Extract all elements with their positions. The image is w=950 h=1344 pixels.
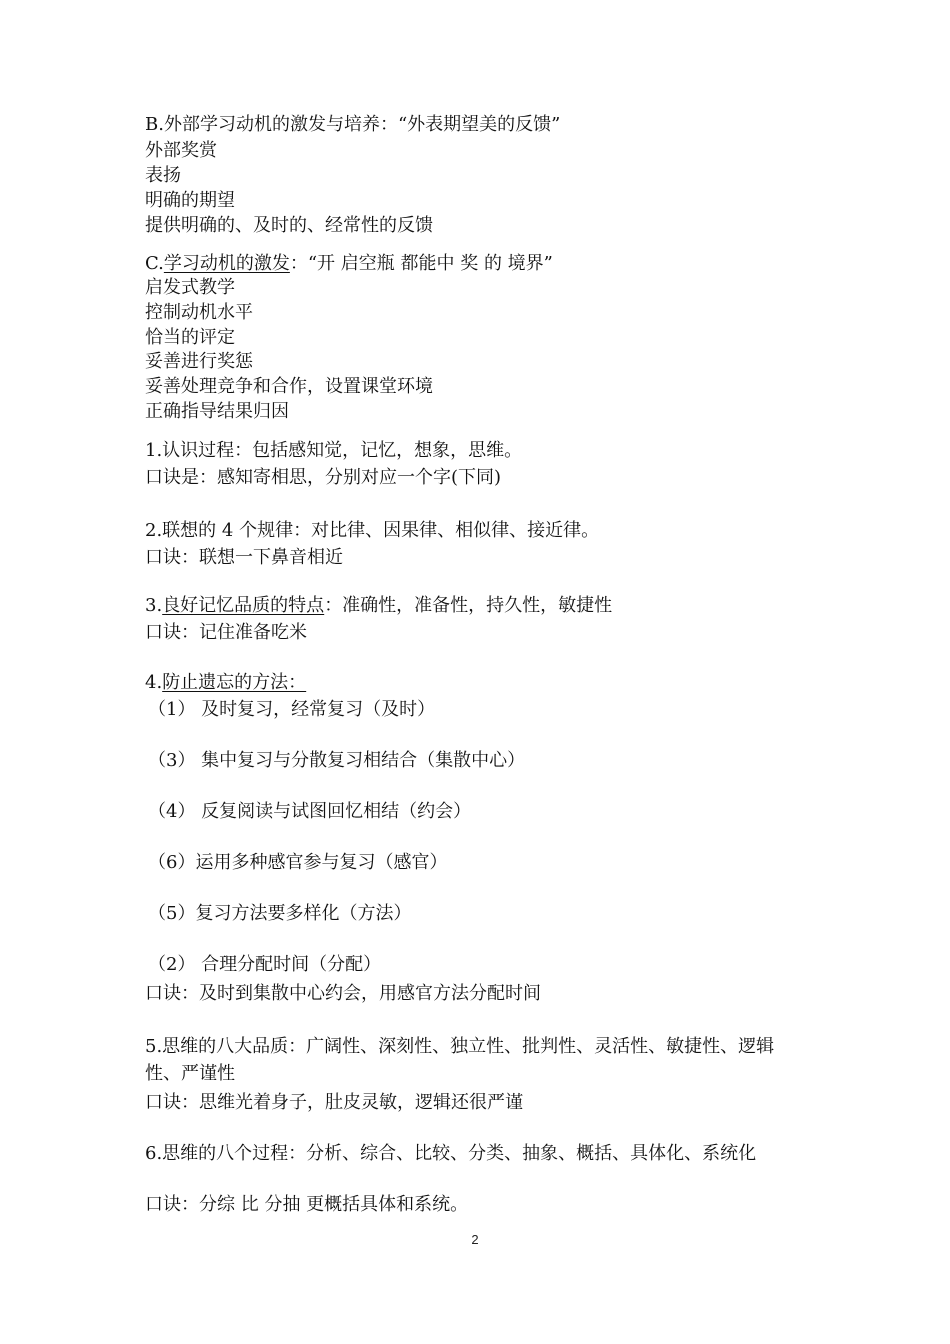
item-1-title: 1.认识过程：包括感知觉，记忆，想象，思维。 [145,440,523,461]
item-3-mnemonic: 口诀：记住准备吃米 [145,622,307,643]
item-4-underlined-title: 防止遗忘的方法： [162,672,307,693]
item-4-mnemonic: 口诀：及时到集散中心约会，用感官方法分配时间 [145,983,541,1004]
section-c-item: 恰当的评定 [145,327,235,348]
section-c-prefix: C. [145,253,164,274]
item-2-title: 2.联想的 4 个规律：对比律、因果律、相似律、接近律。 [145,520,600,541]
item-3-prefix: 3. [145,595,163,616]
item-4-method: （1） 及时复习，经常复习（及时） [148,699,436,720]
item-5-title-line-1: 5.思维的八大品质：广阔性、深刻性、独立性、批判性、灵活性、敏捷性、逻辑 [145,1036,775,1057]
item-2-mnemonic: 口诀：联想一下鼻音相近 [145,547,343,568]
item-6-title: 6.思维的八个过程：分析、综合、比较、分类、抽象、概括、具体化、系统化 [145,1143,757,1164]
section-b-item: 明确的期望 [145,190,235,211]
item-4-method: （4） 反复阅读与试图回忆相结（约会） [148,801,472,822]
item-4-method: （2） 合理分配时间（分配） [148,954,382,975]
section-c-item: 妥善进行奖惩 [145,351,253,372]
item-1-mnemonic: 口诀是：感知寄相思，分别对应一个字(下同) [145,467,502,488]
item-4-method: （3） 集中复习与分散复习相结合（集散中心） [148,750,526,771]
item-3-underlined-title: 良好记忆品质的特点 [162,595,325,616]
item-5-title-line-2: 性、严谨性 [145,1063,235,1084]
item-5-mnemonic: 口诀：思维光着身子，肚皮灵敏，逻辑还很严谨 [145,1092,523,1113]
item-4-prefix: 4. [145,672,163,693]
page-number: 2 [471,1232,479,1247]
item-3-title [145,594,612,618]
section-c-underlined-title: 学习动机的激发 [163,253,290,274]
item-3-title-rest: ：准确性，准备性，持久性，敏捷性 [324,595,613,616]
item-6-mnemonic: 口诀：分综 比 分抽 更概括具体和系统。 [145,1194,469,1215]
section-c-title [145,252,553,276]
section-c-title-rest: ：“开 启空瓶 都能中 奖 的 境界” [289,253,553,274]
section-c-item: 启发式教学 [145,277,235,298]
section-b-item: 表扬 [145,165,181,186]
section-b-item: 提供明确的、及时的、经常性的反馈 [145,215,433,236]
section-c-item: 正确指导结果归因 [145,401,289,422]
item-4-method: （5）复习方法要多样化（方法） [148,903,412,924]
item-4-method: （6）运用多种感官参与复习（感官） [148,852,448,873]
section-c-item: 控制动机水平 [145,302,253,323]
section-c-item: 妥善处理竞争和合作，设置课堂环境 [145,376,433,397]
section-b-item: 外部奖赏 [145,140,217,161]
section-b-title: B.外部学习动机的激发与培养：“外表期望美的反馈” [145,114,561,135]
item-4-title [145,671,306,695]
